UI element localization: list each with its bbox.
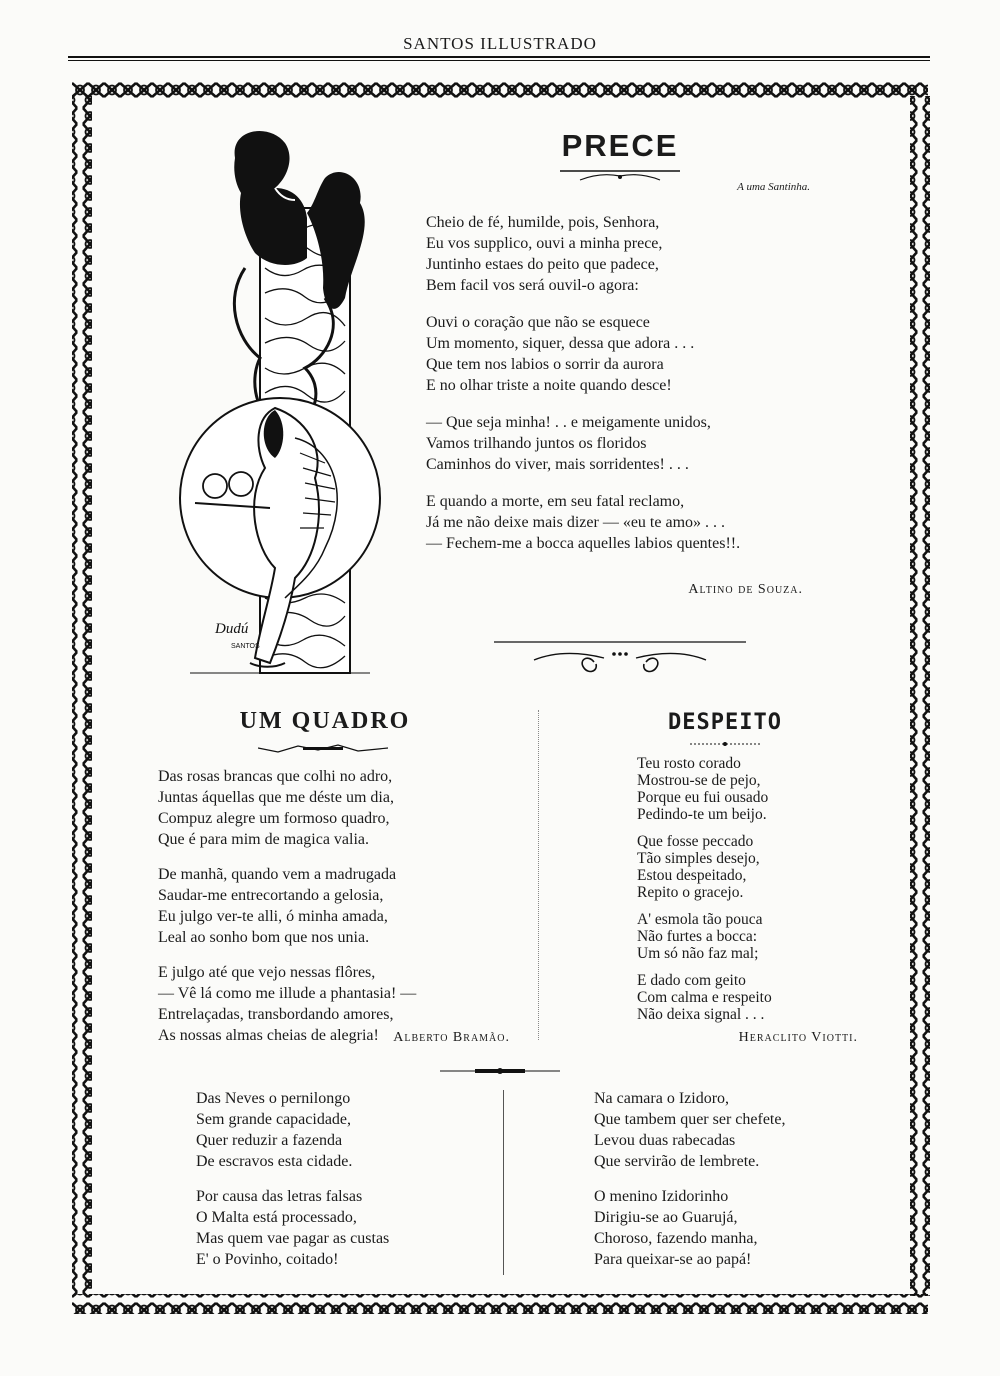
prece-dedication: A uma Santinha. xyxy=(737,181,810,193)
stanza xyxy=(637,755,867,823)
stanza xyxy=(196,1186,456,1270)
verse-line: Mas quem vae pagar as custas xyxy=(196,1230,390,1247)
verse-line: O menino Izidorinho xyxy=(594,1188,729,1205)
quadro-poem xyxy=(158,766,478,1046)
verse-line: Entrelaçadas, transbordando amores, xyxy=(158,1006,394,1023)
quadras-divider-ornament xyxy=(440,1066,560,1076)
verse-line: Levou duas rabecadas xyxy=(594,1132,736,1149)
verse-line: Que servirão de lembrete. xyxy=(594,1153,760,1170)
verse-line: Que tambem quer ser chefete, xyxy=(594,1111,786,1128)
verse-line: Compuz alegre um formoso quadro, xyxy=(158,810,390,827)
verse-line: Bem facil vos será ouvil-o agora: xyxy=(426,277,639,294)
despeito-poem xyxy=(637,755,867,1023)
illustrator-signature-place: SANTOS xyxy=(231,643,260,650)
verse-line: Teu rosto corado xyxy=(637,755,741,772)
verse-line: — Fechem-me a bocca aquelles labios quentes!!. xyxy=(426,535,741,552)
verse-line: Eu julgo ver-te alli, ó minha amada, xyxy=(158,908,388,925)
quadro-title: UM QUADRO xyxy=(239,708,411,734)
despeito-author: Heraclito Viotti. xyxy=(738,1030,858,1045)
border-bottom xyxy=(72,1294,928,1314)
art-nouveau-illustration xyxy=(175,118,385,708)
verse-line: Pedindo-te um beijo. xyxy=(637,806,767,823)
verse-line: Repito o gracejo. xyxy=(637,884,744,901)
verse-line: — Vê lá como me illude a phantasia! — xyxy=(158,985,417,1002)
verse-line: Das Neves o pernilongo xyxy=(196,1090,351,1107)
stanza xyxy=(196,1088,456,1172)
verse-line: Porque eu fui ousado xyxy=(637,789,769,806)
verse-line: Não deixa signal . . . xyxy=(637,1006,765,1023)
verse-line: De escravos esta cidade. xyxy=(196,1153,353,1170)
verse-line: E dado com geito xyxy=(637,972,746,989)
quadro-author: Alberto Bramão. xyxy=(393,1030,510,1045)
running-header: SANTOS ILLUSTRADO xyxy=(403,34,597,53)
stanza xyxy=(594,1186,854,1270)
verse-line: Tão simples desejo, xyxy=(637,850,760,867)
verse-line: Que tem nos labios o sorrir da aurora xyxy=(426,356,664,373)
verse-line: E julgo até que vejo nessas flôres, xyxy=(158,964,376,981)
section-divider-ornament xyxy=(494,640,746,676)
verse-line: Juntas áquellas que me déste um dia, xyxy=(158,789,394,806)
quadras-left xyxy=(196,1088,456,1270)
verse-line: Já me não deixe mais dizer — «eu te amo» . . . xyxy=(426,514,726,531)
verse-line: Sem grande capacidade, xyxy=(196,1111,352,1128)
verse-line: — Que seja minha! . . e meigamente unidos, xyxy=(426,414,711,431)
despeito-title: DESPEITO xyxy=(668,710,782,735)
prece-title: PRECE xyxy=(561,128,679,163)
verse-line: Quer reduzir a fazenda xyxy=(196,1132,343,1149)
stanza xyxy=(637,911,867,962)
verse-line: Ouvi o coração que não se esquece xyxy=(426,314,650,331)
verse-line: Um só não faz mal; xyxy=(637,945,759,962)
stanza xyxy=(637,972,867,1023)
verse-line: Com calma e respeito xyxy=(637,989,772,1006)
verse-line: Juntinho estaes do peito que padece, xyxy=(426,256,659,273)
verse-line: Saudar-me entrecortando a gelosia, xyxy=(158,887,384,904)
verse-line: Estou despeitado, xyxy=(637,867,747,884)
verse-line: Que é para mim de magica valia. xyxy=(158,831,370,848)
quadro-title-ornament xyxy=(258,742,388,754)
verse-line: E no olhar triste a noite quando desce! xyxy=(426,377,672,394)
verse-line: Dirigiu-se ao Guarujá, xyxy=(594,1209,738,1226)
verse-line: Um momento, siquer, dessa que adora . . . xyxy=(426,335,695,352)
border-right xyxy=(910,96,930,1296)
prece-author: Altino de Souza. xyxy=(688,582,803,597)
stanza xyxy=(158,864,478,948)
verse-line: Leal ao sonho bom que nos unia. xyxy=(158,929,370,946)
quadras-right xyxy=(594,1088,854,1270)
verse-line: Não furtes a bocca: xyxy=(637,928,758,945)
verse-line: Para queixar-se ao papá! xyxy=(594,1251,752,1268)
border-top xyxy=(72,78,928,98)
prece-poem xyxy=(426,212,816,570)
stanza xyxy=(426,212,816,296)
verse-line: Cheio de fé, humilde, pois, Senhora, xyxy=(426,214,660,231)
stanza xyxy=(426,412,816,475)
despeito-title-ornament xyxy=(690,740,760,748)
border-left xyxy=(72,96,92,1296)
verse-line: Que fosse peccado xyxy=(637,833,754,850)
stanza xyxy=(594,1088,854,1172)
verse-line: E' o Povinho, coitado! xyxy=(196,1251,339,1268)
stanza xyxy=(158,766,478,850)
verse-line: O Malta está processado, xyxy=(196,1209,357,1226)
verse-line: Na camara o Izidoro, xyxy=(594,1090,730,1107)
verse-line: A' esmola tão pouca xyxy=(637,911,763,928)
verse-line: Por causa das letras falsas xyxy=(196,1188,363,1205)
verse-line: Eu vos supplico, ouvi a minha prece, xyxy=(426,235,663,252)
verse-line: E quando a morte, em seu fatal reclamo, xyxy=(426,493,685,510)
verse-line: Mostrou-se de pejo, xyxy=(637,772,761,789)
stanza xyxy=(426,312,816,396)
illustrator-signature: Dudú xyxy=(215,621,249,637)
quadras-column-divider xyxy=(503,1090,504,1275)
verse-line: De manhã, quando vem a madrugada xyxy=(158,866,397,883)
verse-line: Caminhos do viver, mais sorridentes! . . . xyxy=(426,456,689,473)
column-divider xyxy=(538,710,539,1040)
stanza xyxy=(426,491,816,554)
verse-line: Das rosas brancas que colhi no adro, xyxy=(158,768,393,785)
stanza xyxy=(637,833,867,901)
verse-line: As nossas almas cheias de alegria! xyxy=(158,1027,379,1044)
verse-line: Choroso, fazendo manha, xyxy=(594,1230,758,1247)
verse-line: Vamos trilhando juntos os floridos xyxy=(426,435,647,452)
